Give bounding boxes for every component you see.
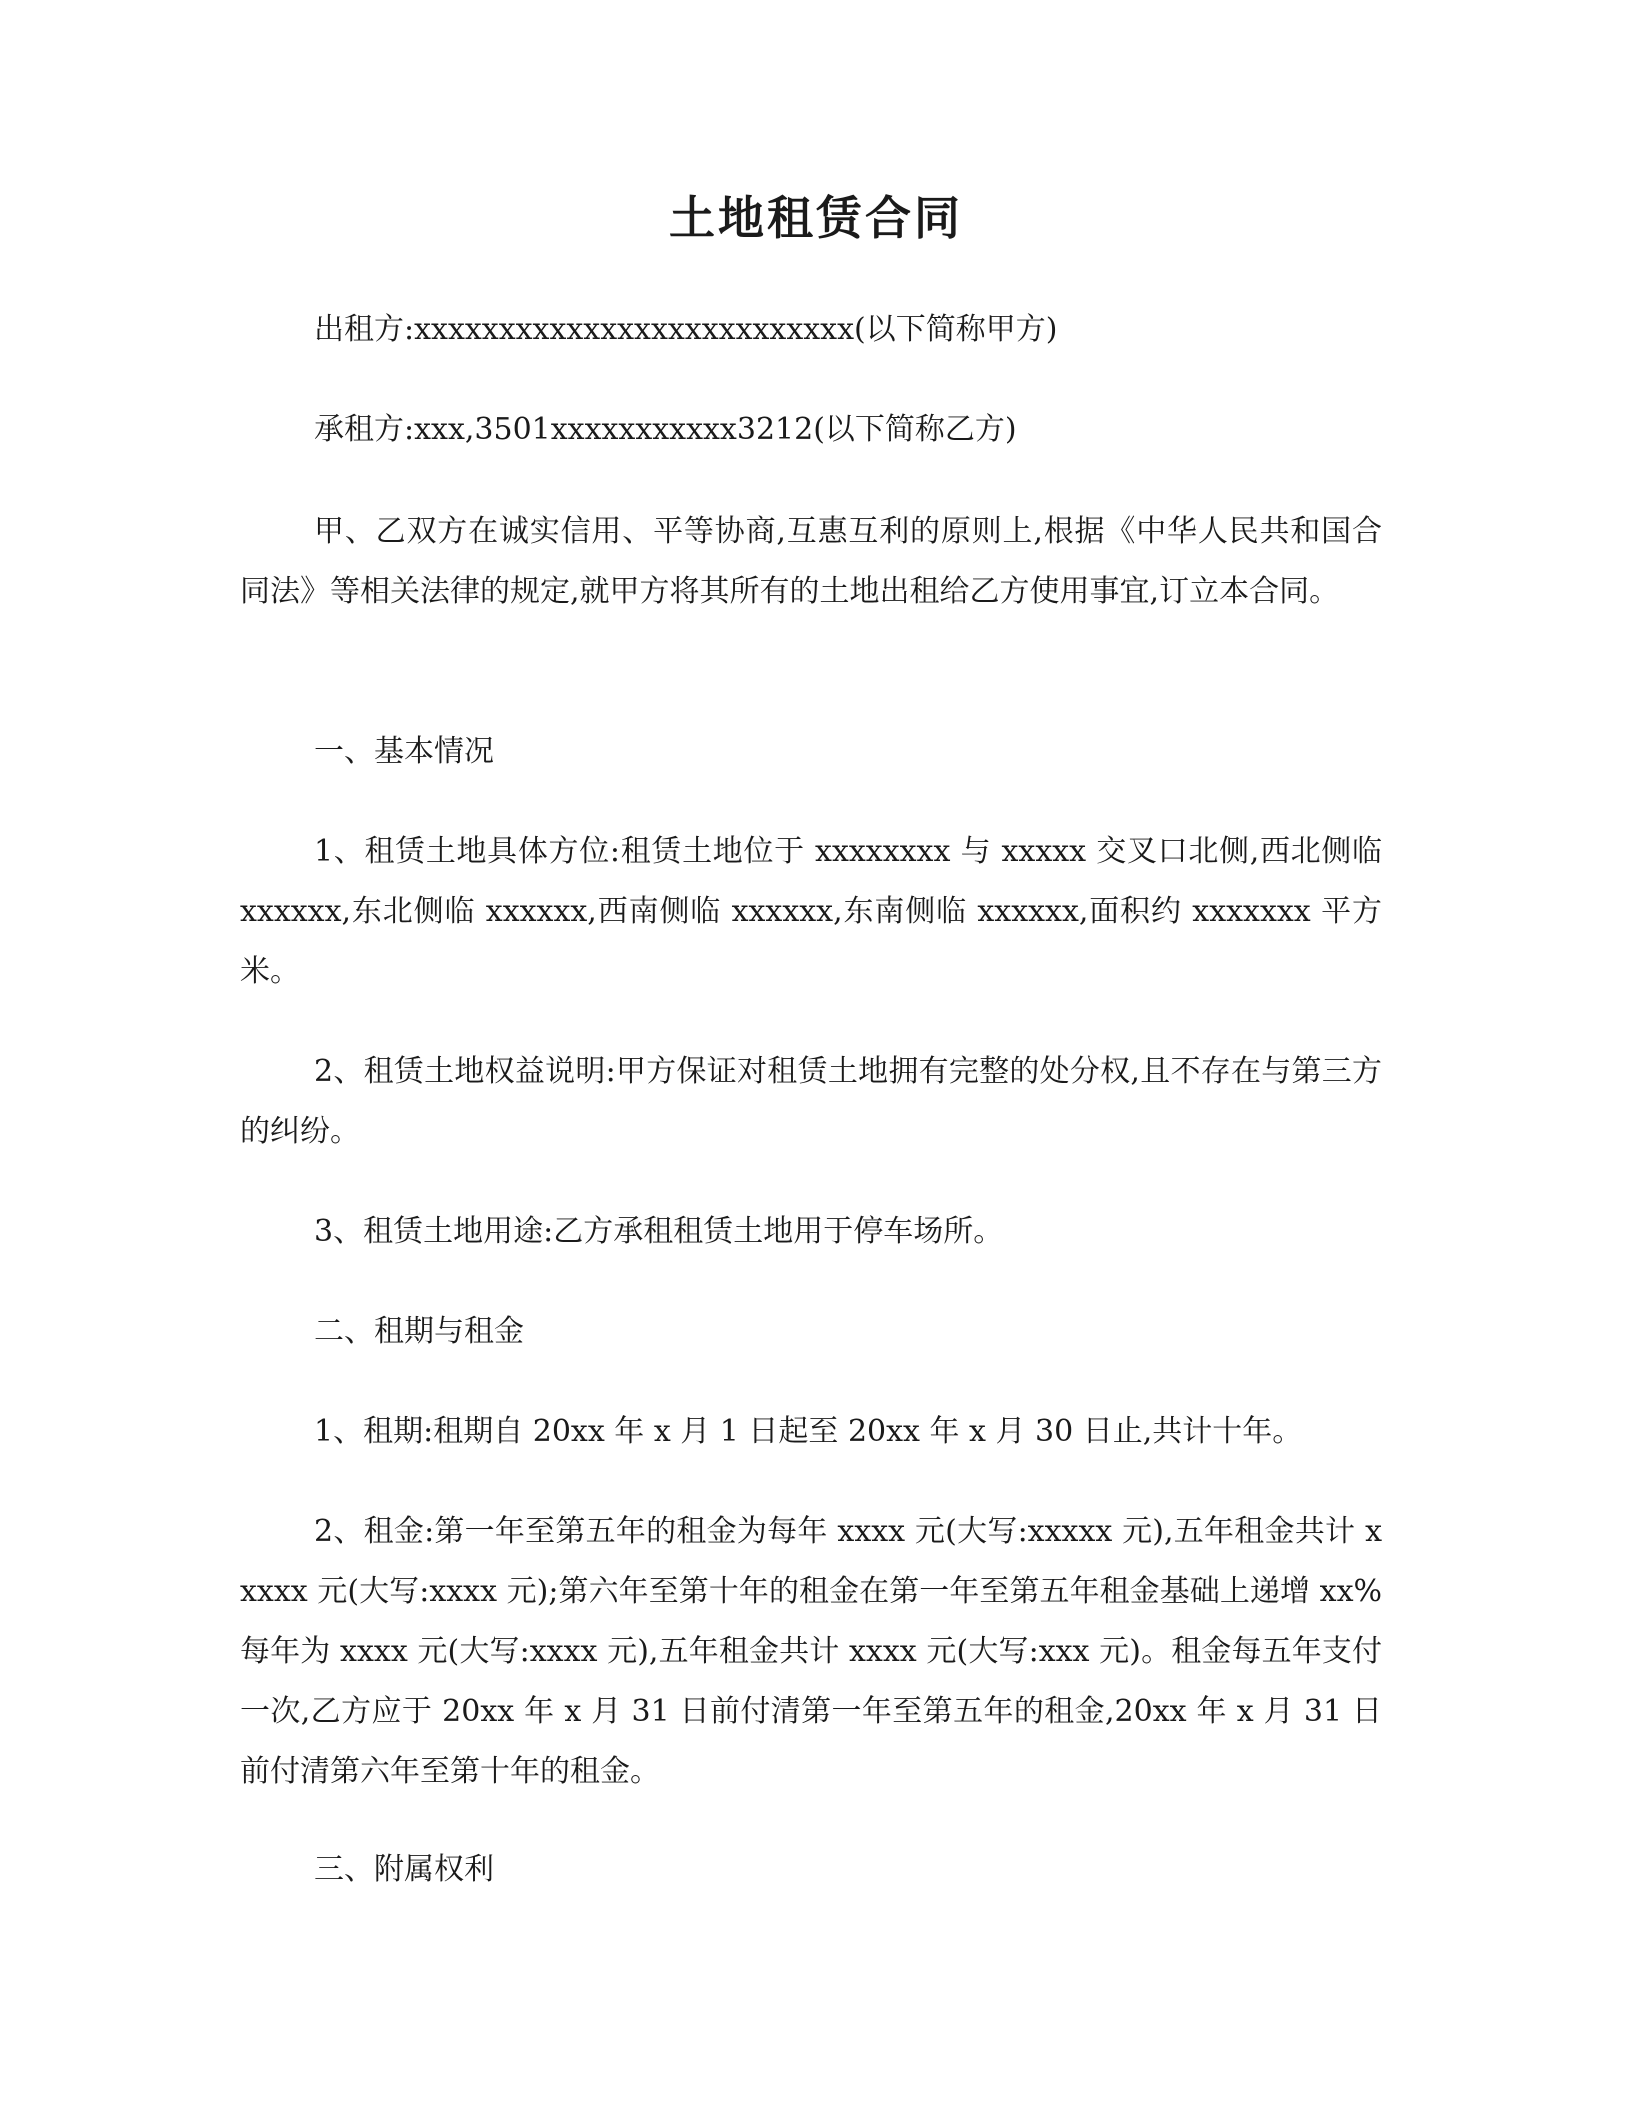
clause-rent: 2、租金:第一年至第五年的租金为每年 xxxx 元(大写:xxxxx 元),五年租金共计 xxxxx 元(大写:xxxx 元);第六年至第十年的租金在第一年至第五年租金基础上递增 xx%每年为 xxxx 元(大写:xxxx 元),五年租金共计 xxxx 元(大写:xxx 元)。租金每五年支付一次,乙方应于 20xx 年 x 月 31 日前付清第一年至第五年的租金,20xx 年 x 月 31 日前付清第六年至第十年的租金。 <box>240 1514 1382 1789</box>
clause-land-location: 1、租赁土地具体方位:租赁土地位于 xxxxxxxx 与 xxxxx 交叉口北侧,西北侧临 xxxxxx,东北侧临 xxxxxx,西南侧临 xxxxxx,东南侧临 xxxxxx,面积约 xxxxxxx 平方米。 <box>240 834 1382 989</box>
clause-lease-term: 1、租期:租期自 20xx 年 x 月 1 日起至 20xx 年 x 月 30 日止,共计十年。 <box>314 1414 1303 1449</box>
section-heading-ancillary-rights: 三、附属权利 <box>314 1852 494 1887</box>
lessee-line: 承租方:xxx,3501xxxxxxxxxxx3212(以下简称乙方) <box>314 412 1017 447</box>
section-heading-basic-info: 一、基本情况 <box>314 734 494 769</box>
clause-land-rights: 2、租赁土地权益说明:甲方保证对租赁土地拥有完整的处分权,且不存在与第三方的纠纷。 <box>240 1054 1382 1149</box>
section-heading-term-rent: 二、租期与租金 <box>314 1314 524 1349</box>
lessor-line: 出租方:xxxxxxxxxxxxxxxxxxxxxxxxxx(以下简称甲方) <box>314 312 1058 347</box>
document-title: 土地租赁合同 <box>669 191 963 245</box>
preamble-paragraph: 甲、乙双方在诚实信用、平等协商,互惠互利的原则上,根据《中华人民共和国合同法》等相关法律的规定,就甲方将其所有的土地出租给乙方使用事宜,订立本合同。 <box>240 514 1382 609</box>
clause-land-usage: 3、租赁土地用途:乙方承租租赁土地用于停车场所。 <box>314 1214 1004 1249</box>
